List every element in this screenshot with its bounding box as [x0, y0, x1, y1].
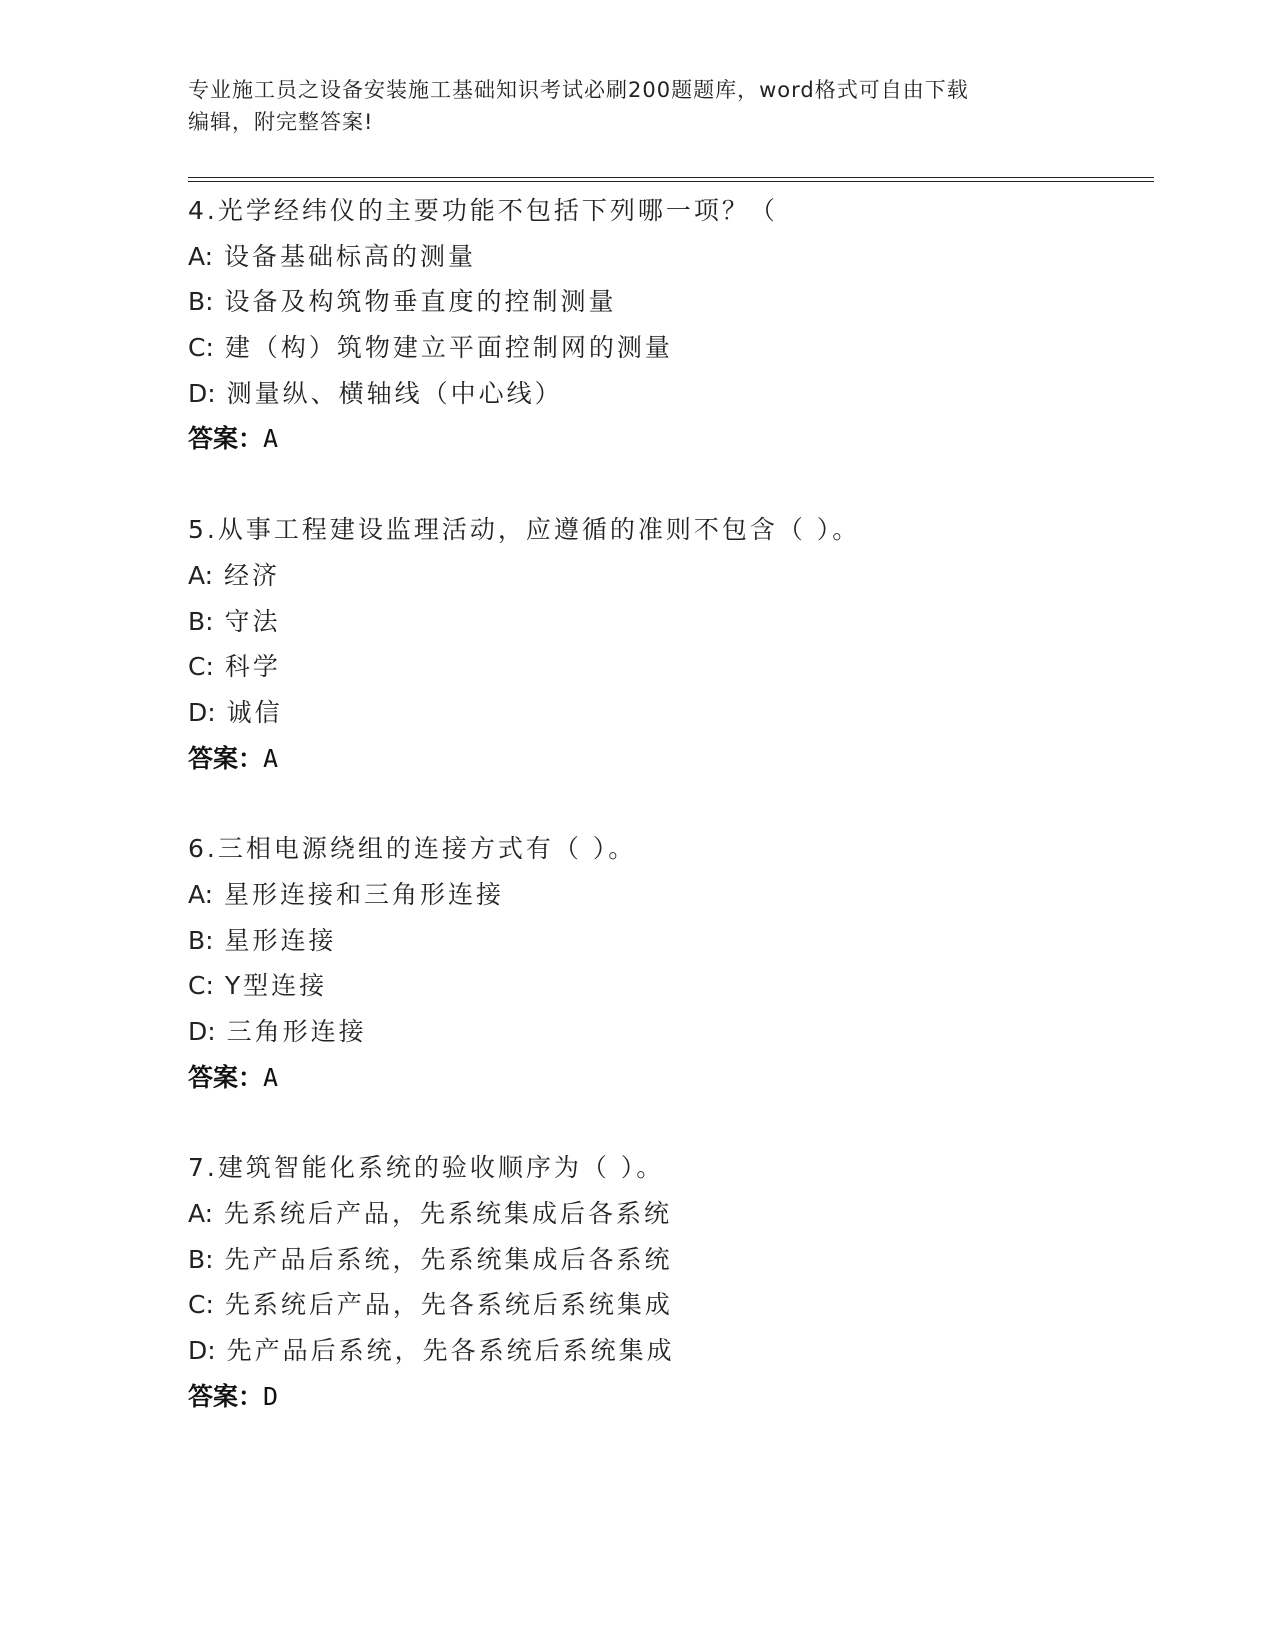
- option-letter: D:: [188, 1017, 216, 1046]
- answer-line: [188, 1055, 1148, 1101]
- answer-label: 答案：: [188, 1381, 264, 1411]
- option-text: 诚信: [226, 697, 283, 727]
- question-list: [188, 188, 1148, 1420]
- answer-value: A: [263, 424, 279, 454]
- option-text: 先系统后产品，先各系统后系统集成: [224, 1290, 673, 1320]
- option-letter: A:: [188, 1199, 214, 1229]
- answer-label: 答案：: [188, 1062, 264, 1092]
- question-item: [188, 1145, 1148, 1419]
- option-text: 科学: [224, 652, 281, 682]
- option-letter: A:: [188, 560, 214, 590]
- option-text: 先系统后产品，先系统集成后各系统: [224, 1199, 673, 1229]
- option-d: [188, 1328, 1148, 1374]
- answer-line: [188, 1374, 1148, 1420]
- header-divider: [188, 177, 1154, 182]
- question-item: [188, 826, 1148, 1100]
- option-text: 建（构）筑物建立平面控制网的测量: [224, 333, 673, 363]
- option-text: 经济: [224, 560, 281, 590]
- option-b: [188, 1237, 1148, 1283]
- option-text: 设备基础标高的测量: [224, 241, 477, 271]
- option-letter: C:: [188, 652, 214, 682]
- option-text: 先产品后系统，先系统集成后各系统: [224, 1244, 673, 1274]
- option-text: Y型连接: [224, 971, 328, 1001]
- question-stem: 6.三相电源绕组的连接方式有（ ）。: [188, 834, 637, 864]
- option-b: [188, 918, 1148, 964]
- option-letter: D:: [188, 1336, 216, 1366]
- option-letter: C:: [188, 971, 214, 1001]
- answer-label: 答案：: [188, 424, 264, 454]
- option-c: [188, 325, 1148, 371]
- option-letter: A:: [188, 241, 214, 271]
- option-a: [188, 1191, 1148, 1237]
- option-letter: B:: [188, 287, 214, 317]
- answer-value: A: [263, 743, 279, 773]
- option-b: [188, 279, 1148, 325]
- option-letter: B:: [188, 1244, 214, 1274]
- option-text: 星形连接: [224, 925, 337, 955]
- question-stem: 5.从事工程建设监理活动，应遵循的准则不包含（ ）。: [188, 515, 861, 545]
- answer-line: [188, 416, 1148, 462]
- option-letter: A:: [188, 879, 214, 909]
- option-d: [188, 1009, 1148, 1055]
- option-a: [188, 872, 1148, 918]
- option-text: 星形连接和三角形连接: [224, 879, 505, 909]
- option-d: [188, 690, 1148, 736]
- option-letter: C:: [188, 1290, 214, 1320]
- header-line-2: 编辑，附完整答案!: [188, 110, 374, 134]
- document-header: [188, 74, 1078, 138]
- answer-value: A: [263, 1062, 279, 1092]
- option-letter: C:: [188, 333, 214, 363]
- question-stem: 4.光学经纬仪的主要功能不包括下列哪一项？（: [188, 196, 778, 225]
- option-letter: B:: [188, 606, 214, 636]
- option-d: [188, 371, 1148, 417]
- option-text: 守法: [224, 606, 281, 636]
- option-text: 三角形连接: [226, 1017, 367, 1046]
- question-item: [188, 188, 1148, 462]
- option-text: 测量纵、横轴线（中心线）: [226, 378, 563, 408]
- option-text: 先产品后系统，先各系统后系统集成: [226, 1336, 675, 1366]
- option-b: [188, 599, 1148, 645]
- option-letter: D:: [188, 697, 216, 727]
- option-letter: B:: [188, 925, 214, 955]
- option-c: [188, 1282, 1148, 1328]
- answer-value: D: [263, 1381, 279, 1411]
- option-a: [188, 234, 1148, 280]
- question-item: [188, 507, 1148, 781]
- header-line-1: 专业施工员之设备安装施工基础知识考试必刷200题题库，word格式可自由下载: [188, 78, 969, 102]
- option-text: 设备及构筑物垂直度的控制测量: [224, 287, 617, 317]
- option-c: [188, 644, 1148, 690]
- answer-label: 答案：: [188, 743, 264, 773]
- question-stem: 7.建筑智能化系统的验收顺序为（ ）。: [188, 1153, 665, 1183]
- option-letter: D:: [188, 378, 216, 408]
- option-c: [188, 963, 1148, 1009]
- option-a: [188, 553, 1148, 599]
- answer-line: [188, 736, 1148, 782]
